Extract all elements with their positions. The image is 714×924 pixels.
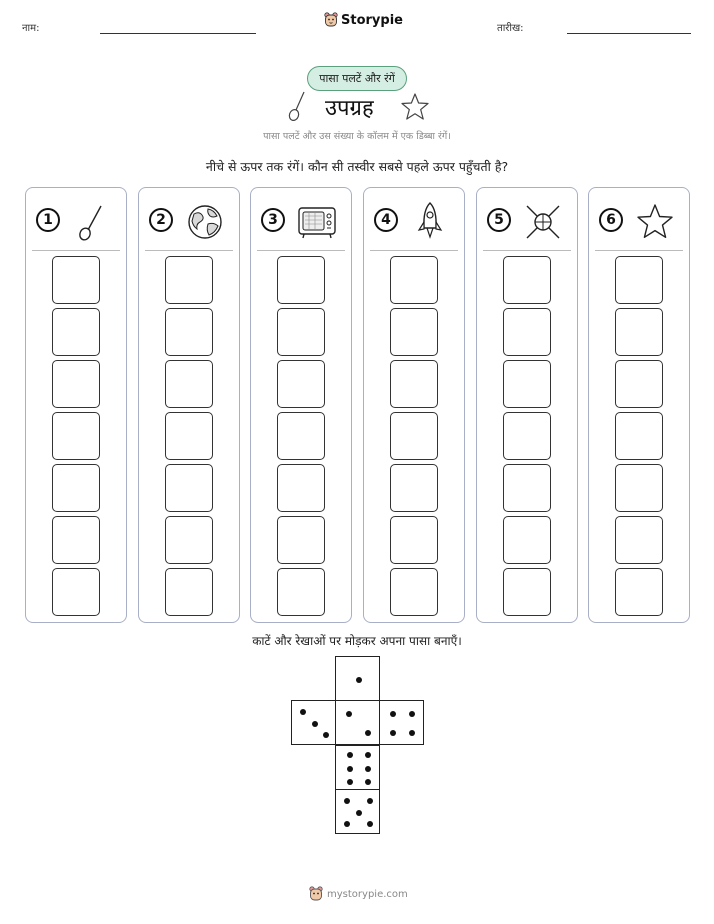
- die-pip: [365, 752, 371, 758]
- color-box[interactable]: [52, 516, 100, 564]
- color-box[interactable]: [277, 464, 325, 512]
- color-box[interactable]: [615, 412, 663, 460]
- storypie-mascot-icon: [309, 886, 323, 902]
- column-4: [363, 187, 465, 623]
- color-box[interactable]: [390, 256, 438, 304]
- color-box[interactable]: [165, 308, 213, 356]
- page-title: उपग्रह: [325, 96, 374, 121]
- die-pip: [347, 766, 353, 772]
- rocket-icon: [408, 200, 452, 244]
- die-face-6: [335, 745, 380, 790]
- star-icon: [399, 92, 431, 122]
- die-pip: [323, 732, 329, 738]
- earth-icon: [183, 200, 227, 244]
- color-box[interactable]: [52, 256, 100, 304]
- color-box[interactable]: [52, 360, 100, 408]
- brand-name: Storypie: [341, 12, 403, 28]
- column-number: 2: [149, 208, 173, 232]
- color-box[interactable]: [165, 412, 213, 460]
- satellite-icon: [521, 200, 565, 244]
- column-divider: [595, 250, 683, 251]
- color-box[interactable]: [165, 516, 213, 564]
- column-header: [139, 200, 239, 244]
- date-label: तारीख:: [497, 23, 524, 34]
- column-divider: [257, 250, 345, 251]
- die-face-1: [335, 656, 380, 701]
- instruction: नीचे से ऊपर तक रंगें। कौन सी तस्वीर सबसे पहले ऊपर पहुँचती है?: [205, 159, 509, 174]
- column-2: [138, 187, 240, 623]
- column-header: [589, 200, 689, 244]
- die-pip: [344, 821, 350, 827]
- color-box[interactable]: [503, 256, 551, 304]
- color-box[interactable]: [52, 568, 100, 616]
- color-box[interactable]: [615, 308, 663, 356]
- column-header: [364, 200, 464, 244]
- die-pip: [356, 677, 362, 683]
- die-pip: [347, 779, 353, 785]
- column-divider: [483, 250, 571, 251]
- die-pip: [346, 711, 352, 717]
- color-box[interactable]: [615, 568, 663, 616]
- activity-badge: पासा पलटें और रंगें: [307, 66, 407, 91]
- title-row: [0, 90, 714, 124]
- footer-url[interactable]: mystorypie.com: [327, 888, 408, 900]
- spoon-icon: [70, 200, 114, 244]
- column-divider: [32, 250, 120, 251]
- color-box[interactable]: [165, 256, 213, 304]
- star-icon: [633, 200, 677, 244]
- color-box[interactable]: [615, 516, 663, 564]
- color-box[interactable]: [277, 412, 325, 460]
- color-box[interactable]: [390, 360, 438, 408]
- column-divider: [370, 250, 458, 251]
- die-face-4: [379, 700, 424, 745]
- color-box[interactable]: [52, 308, 100, 356]
- color-box[interactable]: [165, 568, 213, 616]
- column-number: 5: [487, 208, 511, 232]
- color-box[interactable]: [277, 256, 325, 304]
- die-pip: [344, 798, 350, 804]
- tv-icon: [295, 200, 339, 244]
- color-box[interactable]: [503, 464, 551, 512]
- color-box[interactable]: [503, 412, 551, 460]
- cut-instruction: काटें और रेखाओं पर मोड़कर अपना पासा बनाएँ।: [252, 634, 462, 648]
- color-box[interactable]: [52, 412, 100, 460]
- column-1: [25, 187, 127, 623]
- color-box[interactable]: [615, 360, 663, 408]
- color-box[interactable]: [390, 412, 438, 460]
- color-box[interactable]: [165, 360, 213, 408]
- name-line[interactable]: [100, 33, 256, 34]
- die-face-2: [335, 700, 380, 745]
- die-pip: [300, 709, 306, 715]
- column-3: [250, 187, 352, 623]
- color-box[interactable]: [277, 360, 325, 408]
- die-pip: [356, 810, 362, 816]
- color-box[interactable]: [277, 308, 325, 356]
- column-header: [26, 200, 126, 244]
- column-header: [477, 200, 577, 244]
- die-pip: [390, 730, 396, 736]
- color-box[interactable]: [503, 516, 551, 564]
- column-number: 3: [261, 208, 285, 232]
- color-box[interactable]: [165, 464, 213, 512]
- storypie-mascot-icon: [324, 12, 338, 28]
- die-pip: [365, 766, 371, 772]
- die-pip: [367, 798, 373, 804]
- color-box[interactable]: [52, 464, 100, 512]
- name-label: नाम:: [22, 23, 40, 34]
- column-number: 4: [374, 208, 398, 232]
- color-box[interactable]: [390, 516, 438, 564]
- color-box[interactable]: [503, 568, 551, 616]
- color-box[interactable]: [277, 516, 325, 564]
- die-face-3: [291, 700, 336, 745]
- die-face-5: [335, 789, 380, 834]
- column-divider: [145, 250, 233, 251]
- color-box[interactable]: [503, 308, 551, 356]
- spoon-icon: [287, 90, 309, 122]
- column-number: 1: [36, 208, 60, 232]
- brand-logo: [324, 12, 403, 28]
- die-pip: [365, 730, 371, 736]
- die-pip: [409, 730, 415, 736]
- subtitle: पासा पलटें और उस संख्या के कॉलम में एक डिब्बा रंगें।: [263, 131, 451, 142]
- die-pip: [390, 711, 396, 717]
- color-box[interactable]: [390, 568, 438, 616]
- date-line[interactable]: [567, 33, 691, 34]
- footer: [309, 886, 408, 902]
- color-box[interactable]: [503, 360, 551, 408]
- column-number: 6: [599, 208, 623, 232]
- color-box[interactable]: [390, 464, 438, 512]
- die-pip: [409, 711, 415, 717]
- die-pip: [312, 721, 318, 727]
- color-box[interactable]: [615, 256, 663, 304]
- die-pip: [347, 752, 353, 758]
- color-box[interactable]: [277, 568, 325, 616]
- color-box[interactable]: [390, 308, 438, 356]
- color-box[interactable]: [615, 464, 663, 512]
- column-5: [476, 187, 578, 623]
- column-6: [588, 187, 690, 623]
- column-header: [251, 200, 351, 244]
- die-pip: [365, 779, 371, 785]
- die-pip: [367, 821, 373, 827]
